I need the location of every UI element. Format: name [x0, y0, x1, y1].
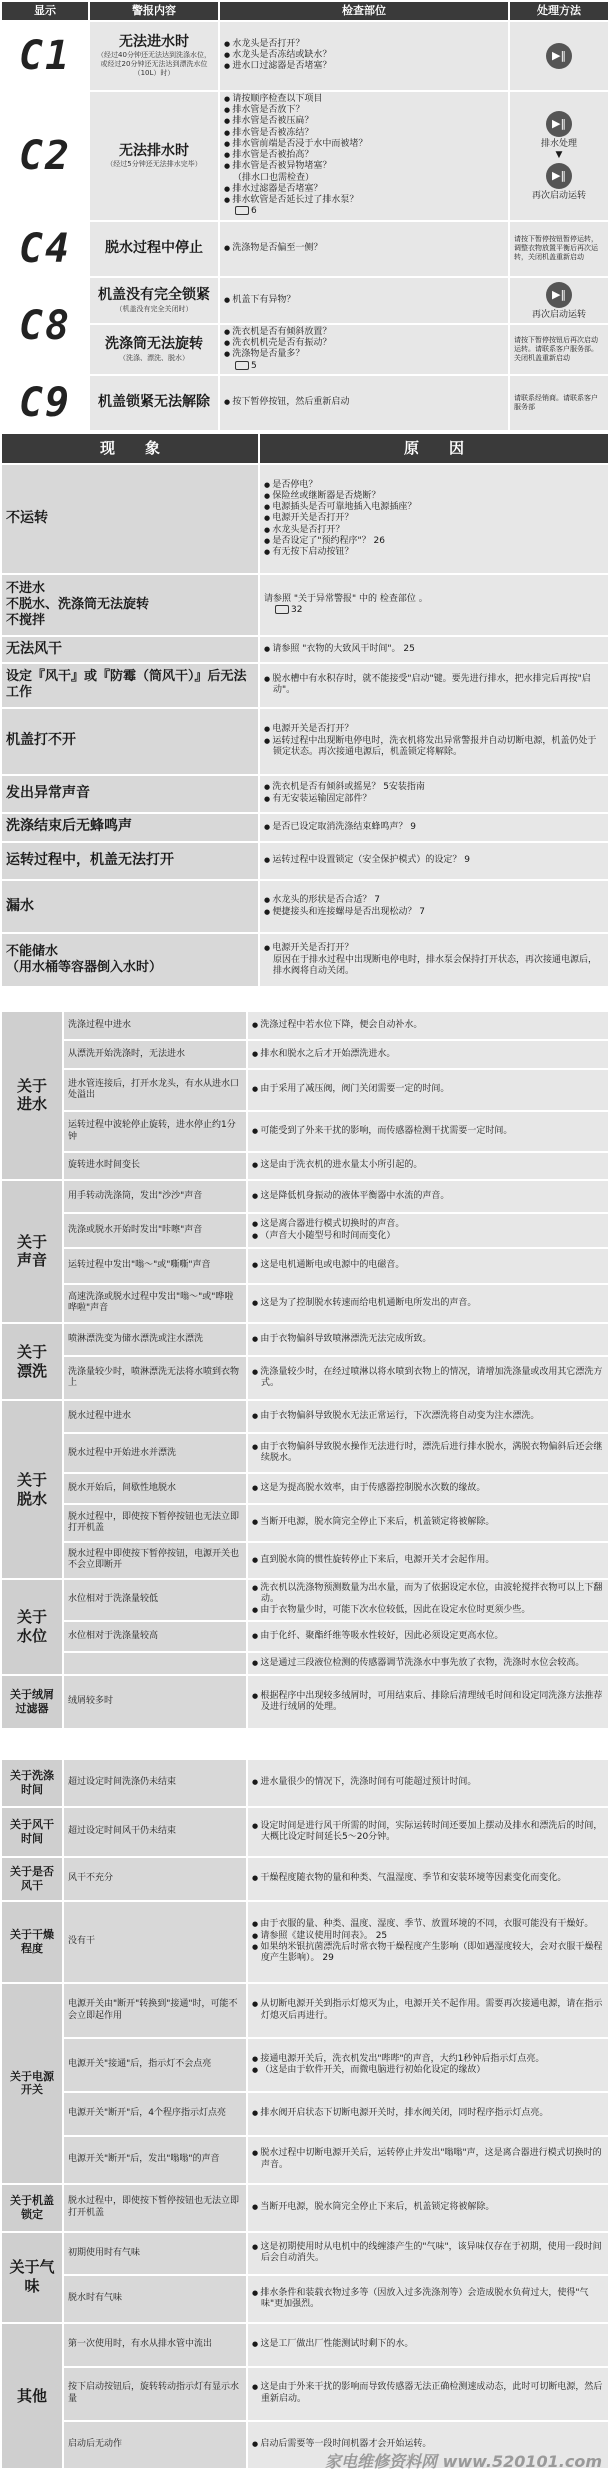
cause-cell [259, 842, 608, 880]
answer-item: ● 如果纳米银抗菌漂洗后时常衣物干燥程度产生影响（即如遇湿度较大，会对衣服干燥程度产生影响）。 29 [252, 1942, 604, 1965]
answer-cell [247, 1901, 608, 1984]
check-item: ● 洗衣机机壳是否有振动？ [224, 338, 504, 349]
alarm-cell [89, 221, 219, 277]
cause-cell [259, 813, 608, 842]
method-cell [509, 91, 608, 221]
answer-cell [247, 2038, 608, 2092]
pointing-hand-icon [235, 206, 249, 215]
answer-cell [247, 2184, 608, 2232]
answer-item: ● 这是由于洗衣机的进水量太小所引起的。 [252, 1160, 604, 1171]
cause-item: ● 便捷接头和连接螺母是否出现松动？ 7 [264, 907, 604, 918]
error-code-table [0, 0, 608, 432]
answer-cell [247, 1284, 608, 1324]
answer-item: ● 设定时间是进行风干所需的时间，实际运转时间还要加上摆动及排水和漂洗后的时间，大概比设定时间延长5～20分钟。 [252, 1821, 604, 1844]
answer-cell [247, 1579, 608, 1621]
alarm-cell [89, 324, 219, 375]
answer-item: ● 进水量很少的情况下，洗涤时间有可能超过预计时间。 [252, 1777, 604, 1788]
category-label: 关于 漂洗 [1, 1323, 63, 1400]
answer-item: ● 由于衣物偏斜导致脱水无法正常运行，下次漂洗将自动变为注水漂洗。 [252, 1411, 604, 1422]
alarm-cell [89, 277, 219, 324]
question: 洗涤量较少时，喷淋漂洗无法将水喷到衣物上 [63, 1356, 247, 1400]
category-label: 关于 水位 [1, 1579, 63, 1675]
check-item: ● 排水管是否被抬高？ [224, 150, 504, 161]
alarm-sub: （机盖没有完全关闭时） [115, 304, 193, 313]
question: 用手转动洗涤筒，发出"沙沙"声音 [63, 1180, 247, 1213]
header-display: 显示 [1, 1, 89, 21]
question: 超过设定时间洗涤仍未结束 [63, 1759, 247, 1807]
alarm-cell [89, 375, 219, 431]
check-item: （排水口也需检查） [233, 172, 315, 183]
check-cell [219, 375, 509, 431]
alarm-title: 洗涤筒无法旋转 [105, 336, 203, 353]
question [63, 1652, 247, 1675]
error-code: C2 [1, 91, 89, 221]
answer-cell [247, 1111, 608, 1153]
troubleshooting-table [0, 432, 608, 988]
symptom: 发出异常声音 [1, 775, 259, 813]
question: 水位相对于洗涤量较高 [63, 1621, 247, 1652]
cause-cell [259, 880, 608, 934]
question: 脱水过程中，即使按下暂停按钮也无法立即打开机盖 [63, 2184, 247, 2232]
answer-item: ● 请参照《建议使用时间表》。 25 [252, 1931, 604, 1942]
question: 风干不充分 [63, 1857, 247, 1901]
answer-cell [247, 1473, 608, 1504]
answer-item: ● 排水阀开启状态下切断电源开关时，排水阀关闭，同时程序指示灯点亮。 [252, 2108, 604, 2119]
cause-item: ● 是否设定了"预约程序"？ 26 [264, 536, 604, 547]
answer-item: ● 这是初期使用时从电机中的线缠漆产生的"气味"，该异味仅存在于初期，使用一段时间后会自动消失。 [252, 2242, 604, 2265]
play-pause-icon: ▶‖ [546, 163, 572, 189]
cause-item: ● 请参照 "衣物的大致风干时间"。 25 [264, 644, 604, 655]
symptom: 运转过程中，机盖无法打开 [1, 842, 259, 880]
question: 进水管连接后，打开水龙头，有水从进水口处溢出 [63, 1069, 247, 1111]
method-cell: 请按下暂停按钮后再次启动运转。请联系客户服务部。关闭机盖重新启动 [509, 324, 608, 375]
category-label: 关于风干时间 [1, 1807, 63, 1857]
question: 高速洗涤或脱水过程中发出"嗡～"或"哗啦哗啦"声音 [63, 1284, 247, 1324]
symptom: 不进水 不脱水、洗涤筒无法旋转 不搅拌 [1, 574, 259, 637]
question: 电源开关"断开"后，4个程序指示灯点亮 [63, 2092, 247, 2136]
question: 洗涤或脱水开始时发出"咔嚓"声音 [63, 1213, 247, 1248]
answer-cell [247, 1356, 608, 1400]
check-item: ● 排水管是否被压扁？ [224, 116, 504, 127]
answer-item: ● 当断开电源，脱水筒完全停止下来后，机盖锁定将被解除。 [252, 2202, 604, 2213]
question: 脱水时有气味 [63, 2275, 247, 2323]
page-ref: 32 [291, 604, 303, 615]
question: 超过设定时间风干仍未结束 [63, 1807, 247, 1857]
answer-cell [247, 2232, 608, 2276]
answer-item: ● 由于化纤、聚酯纤维等吸水性较好，因此必须设定更高水位。 [252, 1631, 604, 1642]
check-item: ● 洗涤物是否量多？ [224, 349, 504, 360]
answer-item: ● 脱水过程中切断电源开关后，运转停止并发出"嗡嗡"声，这是离合器进行模式切换时的声音。 [252, 2148, 604, 2171]
cause-item: ● 水龙头是否打开？ [264, 525, 604, 536]
question: 喷淋漂洗变为储水漂洗或注水漂洗 [63, 1323, 247, 1356]
answer-cell [247, 1069, 608, 1111]
cause-item: ● 洗衣机是否有倾斜或摇晃？ 5安装指南 [264, 782, 604, 793]
cause-item: 原因在于排水过程中出现断电停电时，排水泵会保持打开状态，再次接通电源后，排水阀将自动关闭。 [273, 954, 598, 976]
alarm-title: 无法进水时 [119, 33, 189, 50]
check-item: ● 进水口过滤器是否堵塞？ [224, 61, 504, 72]
category-label: 关于绒屑过滤器 [1, 1675, 63, 1729]
answer-item: ● 干燥程度随衣物的量和种类、气温湿度、季节和安装环境等因素变化而变化。 [252, 1873, 604, 1884]
answer-item: ● 当断开电源，脱水筒完全停止下来后，机盖锁定将被解除。 [252, 1517, 604, 1528]
answer-item: ● （这是由于软件开关，而微电脑进行初始化设定的缘故） [252, 2065, 604, 2076]
answer-item: ● 排水和脱水之后才开始漂洗进水。 [252, 1049, 604, 1060]
error-code: C9 [1, 375, 89, 431]
cause-cell [259, 464, 608, 573]
symptom: 洗涤结束后无蜂鸣声 [1, 813, 259, 842]
check-cell [219, 91, 509, 221]
symptom: 漏水 [1, 880, 259, 934]
question: 脱水开始后，间歇性地脱水 [63, 1473, 247, 1504]
error-code: C8 [1, 277, 89, 375]
cause-cell [259, 574, 608, 637]
question: 水位相对于洗涤量较低 [63, 1579, 247, 1621]
cause-item: ● 保险丝或继断器是否烧断？ [264, 491, 604, 502]
header-method: 处理方法 [509, 1, 608, 21]
question: 启动后无动作 [63, 2421, 247, 2469]
category-label: 关于干燥程度 [1, 1901, 63, 1984]
cause-item: ● 电源开关是否打开？ [264, 513, 604, 524]
answer-item: ● 这是降低机身振动的液体平衡器中水流的声音。 [252, 1191, 604, 1202]
check-item: ● 机盖下有异物？ [224, 295, 504, 306]
answer-cell [247, 1011, 608, 1040]
answer-item: ● 这是为提高脱水效率，由于传感器控制脱水次数的缘故。 [252, 1483, 604, 1494]
answer-cell [247, 1504, 608, 1541]
category-label: 关于气味 [1, 2232, 63, 2323]
method-cell: 请联系经销商。请联系客户服务部 [509, 375, 608, 431]
header-alarm: 警报内容 [89, 1, 219, 21]
cause-item: ● 水龙头的形状是否合适？ 7 [264, 895, 604, 906]
answer-cell [247, 1759, 608, 1807]
play-pause-icon: ▶‖ [546, 43, 572, 69]
alarm-sub: （经过5分钟还无法排水完毕） [106, 160, 202, 168]
cause-item: ● 运转过程中出现断电停电时，洗衣机将发出异常警报并自动切断电源，机盖仍处于锁定状态。再次接通电源后，机盖锁定将解除。 [264, 736, 604, 759]
question: 从漂洗开始洗涤时，无法进水 [63, 1040, 247, 1069]
cause-cell [259, 663, 608, 708]
question: 电源开关"接通"后，指示灯不会点亮 [63, 2038, 247, 2092]
answer-cell [247, 1857, 608, 1901]
category-label: 关于机盖锁定 [1, 2184, 63, 2232]
answer-cell [247, 1983, 608, 2037]
cause-item: ● 脱水槽中有水积存时，就不能接受"启动"键。要先进行排水，把水排完后再按"启动"。 [264, 674, 604, 697]
cause-cell [259, 775, 608, 813]
answer-item: ● 可能受到了外来干扰的影响，而传感器检测干扰需要一定时间。 [252, 1126, 604, 1137]
method-cell [509, 277, 608, 324]
check-item: ● 按下暂停按钮，然后重新启动 [224, 397, 504, 408]
cause-item: 请参照 "关于异常警报" 中的 检查部位 。 [264, 593, 428, 604]
check-item: ● 排水软管是否延长过了排水泵？ [224, 195, 504, 206]
category-label: 其他 [1, 2323, 63, 2469]
answer-item: ● 由于衣物量少时，可能下次水位较低，因此在设定水位时更须少些。 [252, 1605, 604, 1616]
check-item: ● 排水管是否被异物堵塞？ [224, 161, 504, 172]
answer-item: ● 这是离合器进行模式切换时的声音。 [252, 1219, 604, 1230]
question: 洗涤过程中进水 [63, 1011, 247, 1040]
answer-cell [247, 1433, 608, 1473]
question: 按下启动按钮后，旋转转动指示灯有显示水量 [63, 2367, 247, 2421]
answer-cell [247, 1652, 608, 1675]
alarm-cell [89, 91, 219, 221]
answer-cell [247, 2275, 608, 2323]
symptom: 机盖打不开 [1, 708, 259, 775]
question: 没有干 [63, 1901, 247, 1984]
alarm-title: 无法排水时 [119, 142, 189, 159]
check-cell [219, 221, 509, 277]
cause-item: ● 电源开关是否打开？ [264, 943, 604, 954]
question: 初期使用时有气味 [63, 2232, 247, 2276]
pointing-hand-icon [235, 361, 249, 370]
answer-item: ● 由于衣服的量、种类、温度、湿度、季节、放置环境的不同，衣服可能没有干燥好。 [252, 1919, 604, 1930]
answer-item: ● 洗涤过程中若水位下降，便会自动补水。 [252, 1020, 604, 1031]
cause-item: ● 运转过程中设置锁定（安全保护模式）的设定？ 9 [264, 855, 604, 866]
method-step: 再次启动运转 [531, 191, 586, 202]
cause-item: ● 是否已设定取消洗涤结束蜂鸣声？ 9 [264, 822, 604, 833]
method-step: 再次启动运转 [531, 309, 586, 320]
question: 旋转进水时间变长 [63, 1152, 247, 1179]
answer-cell [247, 1542, 608, 1579]
arrow-down-icon: ▼ [555, 150, 563, 160]
cause-cell [259, 933, 608, 987]
question: 脱水过程中即使按下暂停按钮，电源开关也不会立即断开 [63, 1542, 247, 1579]
question: 电源开关由"断开"转换到"接通"时，可能不会立即起作用 [63, 1983, 247, 2037]
answer-cell [247, 1180, 608, 1213]
answer-cell [247, 1400, 608, 1433]
symptom: 设定『风干』或『防霉（筒风干）』后无法工作 [1, 663, 259, 708]
answer-item: ● 接通电源开关后，洗衣机发出"哔哔"的声音，大约1秒钟后指示灯点亮。 [252, 2054, 604, 2065]
question: 运转过程中波轮停止旋转，进水停止约1分钟 [63, 1111, 247, 1153]
check-item: ● 排水管是否被冻结？ [224, 128, 504, 139]
symptom: 不能储水 （用水桶等容器倒入水时） [1, 933, 259, 987]
faq-table-1 [0, 1010, 608, 1730]
answer-item: ● 这是工厂做出厂性能测试时剩下的水。 [252, 2339, 604, 2350]
cause-item: ● 电源插头是否可靠地插入电源插座？ [264, 502, 604, 513]
error-code: C4 [1, 221, 89, 277]
answer-item: ● 洗衣机以洗涤物预测数量为出水量，而为了依据设定水位，由波轮搅拌衣物可以上下翻动。 [252, 1583, 604, 1606]
answer-cell [247, 1675, 608, 1729]
question: 脱水过程中开始进水并漂洗 [63, 1433, 247, 1473]
error-code: C1 [1, 21, 89, 91]
category-label: 关于洗涤时间 [1, 1759, 63, 1807]
symptom: 不运转 [1, 464, 259, 573]
answer-item: ● 启动后需要等一段时间机器才会开始运转。 [252, 2439, 604, 2450]
answer-item: ● 由于衣物偏斜导致喷淋漂洗无法完成所致。 [252, 1334, 604, 1345]
answer-item: ● 洗涤量较少时，在经过喷淋以将水喷到衣物上的情况，请增加洗涤量或改用其它漂洗方式。 [252, 1367, 604, 1390]
question: 脱水过程中进水 [63, 1400, 247, 1433]
question: 脱水过程中，即使按下暂停按钮也无法立即打开机盖 [63, 1504, 247, 1541]
check-cell [219, 324, 509, 375]
check-item: ● 请按顺序检查以下项目 [224, 94, 504, 105]
alarm-title: 机盖没有完全锁紧 [98, 287, 210, 303]
check-item: ● 排水过滤器是否堵塞？ [224, 184, 504, 195]
answer-item: ● 直到脱水筒的惯性旋转停止下来后，电源开关才会起作用。 [252, 1555, 604, 1566]
check-cell [219, 277, 509, 324]
answer-cell [247, 1323, 608, 1356]
answer-item: ● （声音大小随型号和时间而变化） [252, 1231, 604, 1242]
method-cell: 请按下暂停按钮暂停运转，调整衣物放置平衡后再次运转，关闭机盖重新启动 [509, 221, 608, 277]
category-label: 关于 进水 [1, 1011, 63, 1180]
answer-cell [247, 1152, 608, 1179]
method-cell [509, 21, 608, 91]
answer-cell [247, 1040, 608, 1069]
answer-cell [247, 2367, 608, 2421]
cause-item: ● 有无按下启动按钮？ [264, 547, 604, 558]
method-step: 排水处理 [540, 138, 577, 149]
play-pause-icon: ▶‖ [546, 282, 572, 308]
answer-item: ● 这是电机通断电或电源中的电磁音。 [252, 1260, 604, 1271]
page-ref: 5 [251, 360, 257, 371]
answer-item: ● 由于采用了减压阀，阀门关闭需要一定的时间。 [252, 1084, 604, 1095]
category-label: 关于电源开关 [1, 1983, 63, 2183]
symptom: 无法风干 [1, 636, 259, 663]
play-pause-icon: ▶‖ [546, 111, 572, 137]
cause-item: ● 电源开关是否打开？ [264, 724, 604, 735]
answer-item: ● 这是通过三段液位检测的传感器调节洗涤水中事先放了衣物，洗涤时水位会较高。 [252, 1658, 604, 1669]
pointing-hand-icon [275, 605, 289, 614]
faq-table-2 [0, 1758, 608, 2470]
question: 运转过程中发出"嗡～"或"嘶嘶"声音 [63, 1248, 247, 1283]
answer-item: ● 这是由于外来干扰的影响而导致传感器无法正确检测速成动态，此时可切断电源，然后重新启动。 [252, 2382, 604, 2405]
cause-cell [259, 708, 608, 775]
answer-cell [247, 1213, 608, 1248]
cause-item: ● 有无安装运输固定部件？ [264, 794, 604, 805]
cause-cell [259, 636, 608, 663]
question: 电源开关"断开"后，发出"嗡嗡"的声音 [63, 2136, 247, 2184]
answer-cell [247, 1248, 608, 1283]
alarm-title: 脱水过程中停止 [105, 239, 203, 256]
check-cell [219, 21, 509, 91]
answer-item: ● 从切断电源开关到指示灯熄灭为止，电源开关不起作用。需要再次接通电源，请在指示灯熄灭后再进行。 [252, 1999, 604, 2022]
answer-item: ● 排水条件和装载衣物过多等（因放入过多洗涤剂等）会造成脱水负荷过大，使得"气味"更加强烈。 [252, 2288, 604, 2311]
question: 绒屑较多时 [63, 1675, 247, 1729]
header-check: 检查部位 [219, 1, 509, 21]
cause-item: ● 是否停电？ [264, 480, 604, 491]
check-item: ● 水龙头是否打开？ [224, 39, 504, 50]
check-item: ● 洗涤物是否偏至一侧？ [224, 243, 504, 254]
page-ref: 6 [251, 206, 257, 217]
answer-cell [247, 2092, 608, 2136]
answer-cell [247, 1807, 608, 1857]
check-item: ● 排水管前端是否浸于水中而被堵？ [224, 139, 504, 150]
alarm-sub: （经过40分钟还无法达到洗涤水位，或经过20分钟还无法达到漂洗水位（10L）时） [97, 51, 211, 77]
category-label: 关于 声音 [1, 1180, 63, 1324]
answer-cell [247, 2136, 608, 2184]
answer-item: ● 由于衣物偏斜导致脱水操作无法进行时，漂洗后进行排水脱水，满脱衣物偏斜后还会继续脱水。 [252, 1442, 604, 1465]
alarm-cell [89, 21, 219, 91]
watermark: 家电维修资料网 www.520101.com [325, 2452, 602, 2471]
alarm-title: 机盖锁紧无法解除 [98, 394, 210, 410]
answer-cell [247, 2323, 608, 2367]
alarm-sub: （洗涤、漂洗、脱水） [119, 353, 189, 362]
header-cause: 原 因 [259, 433, 608, 464]
answer-item: ● 这是为了控制脱水转速而给电机通断电所发出的声音。 [252, 1298, 604, 1309]
question: 第一次使用时，有水从排水管中流出 [63, 2323, 247, 2367]
category-label: 关于 脱水 [1, 1400, 63, 1579]
answer-cell [247, 1621, 608, 1652]
check-item: ● 水龙头是否冻结或缺水？ [224, 50, 504, 61]
header-symptom: 现 象 [1, 433, 259, 464]
answer-item: ● 根据程序中出现较多绒屑时，可用结束后、排除后清理绒毛时间和设定同洗涤方法推荐及进行绒屑的处理。 [252, 1691, 604, 1714]
check-item: ● 排水管是否放下？ [224, 105, 504, 116]
category-label: 关于是否风干 [1, 1857, 63, 1901]
check-item: ● 洗衣机是否有倾斜放置？ [224, 327, 504, 338]
